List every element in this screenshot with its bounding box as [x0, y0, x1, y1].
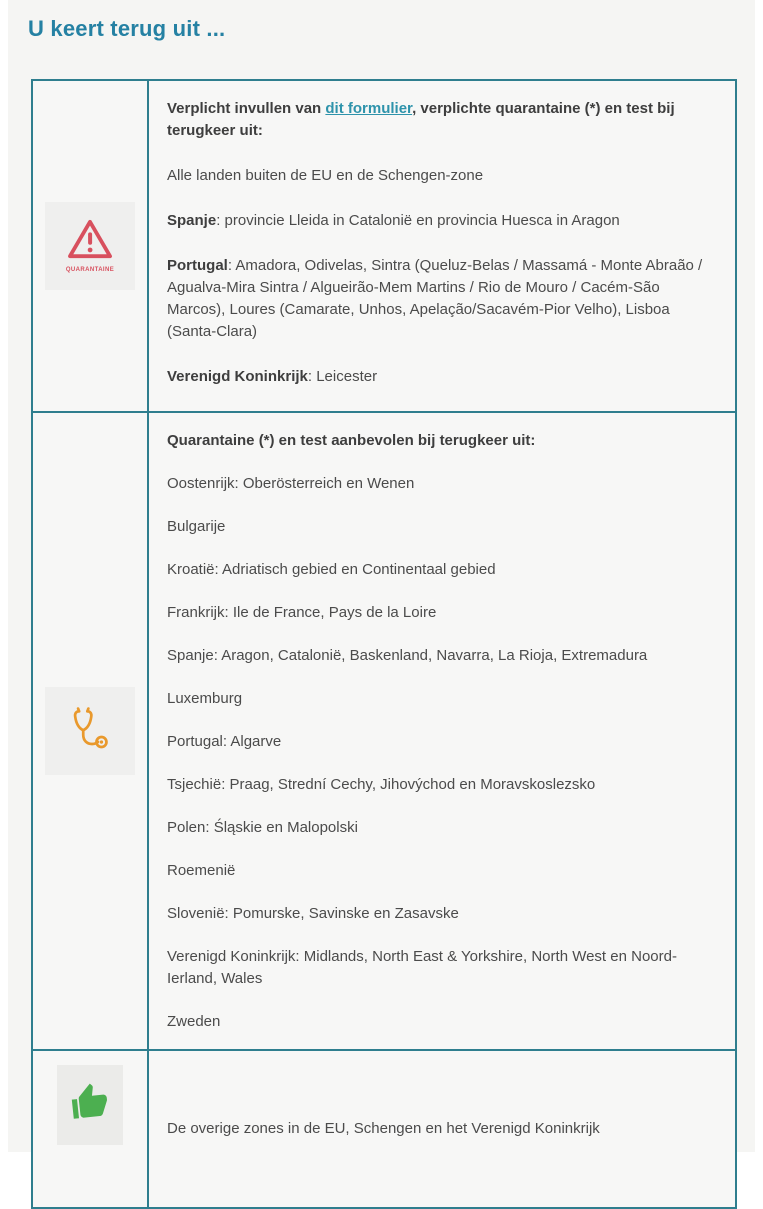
zone-entry: Frankrijk: Ile de France, Pays de la Loire: [167, 604, 437, 621]
page-title: U keert terug uit ...: [28, 16, 226, 41]
zone-entry: Polen: Śląskie en Malopolski: [167, 819, 358, 836]
zone-entry: Kroatië: Adriatisch gebied en Continentaal gebied: [167, 561, 496, 578]
zone-entry: Verenigd Koninkrijk: Midlands, North East & Yorkshire, North West en Noord-Ierland, Wales: [167, 948, 677, 987]
zone-entry: Slovenië: Pomurske, Savinske en Zasavske: [167, 905, 459, 922]
zone-entry: Portugal: Algarve: [167, 733, 282, 750]
zone-entry: Bulgarije: [167, 518, 226, 535]
thumbs-up-tile: [57, 1065, 123, 1145]
zone-entry: Verenigd Koninkrijk: Leicester: [167, 368, 378, 385]
zone-entry: Oostenrijk: Oberösterreich en Wenen: [167, 475, 415, 492]
mandatory-icon-cell: [32, 80, 148, 412]
travel-zones-table: [31, 79, 737, 1209]
zone-entry: Luxemburg: [167, 690, 243, 707]
recommended-text-cell: [148, 412, 736, 1050]
safe-text-cell: [148, 1050, 736, 1208]
warning-triangle-icon: [67, 218, 113, 265]
safe-zones-text: De overige zones in de EU, Schengen en het Verenigd Koninkrijk: [167, 1120, 600, 1137]
stethoscope-icon: [65, 704, 115, 759]
zone-entry: Portugal: Amadora, Odivelas, Sintra (Queluz-Belas / Massamá - Monte Abraão / Agualva-Mira Sintra / Algueirão-Mem Martins / Rio de Mouro / Cacém-São Marcos), Loures (Camarate, Unhos, Apelação/Sacavém-Pior Velho), Lisboa (Santa-Clara): [167, 257, 703, 340]
intro-after: , verplichte quarantaine (*) en test bij terugkeer uit:: [167, 100, 675, 139]
safe-icon-cell: [32, 1050, 148, 1208]
zone-entry: Spanje: Aragon, Catalonië, Baskenland, Navarra, La Rioja, Extremadura: [167, 647, 648, 664]
zone-entry: Tsjechië: Praag, Strední Cechy, Jihovýchod en Moravskoslezsko: [167, 776, 596, 793]
zone-entry: Roemenië: [167, 862, 236, 879]
stethoscope-tile: [45, 687, 135, 775]
form-link[interactable]: dit formulier: [325, 100, 413, 117]
intro-before: Verplicht invullen van: [167, 100, 326, 117]
table-row-mandatory: [32, 80, 736, 412]
recommended-icon-cell: [32, 412, 148, 1050]
zone-entry: Zweden: [167, 1013, 221, 1030]
mandatory-heading: [167, 98, 715, 142]
table-row-recommended: [32, 412, 736, 1050]
table-row-safe: [32, 1050, 736, 1208]
recommended-heading: Quarantaine (*) en test aanbevolen bij terugkeer uit:: [167, 432, 536, 449]
zone-entry: Alle landen buiten de EU en de Schengen-zone: [167, 167, 484, 184]
page-content: [8, 0, 755, 1152]
thumbs-up-icon: [67, 1079, 114, 1130]
quarantine-icon-caption: QUARANTAINE: [65, 267, 115, 273]
zone-entry: Spanje: provincie Lleida in Catalonië en provincia Huesca in Aragon: [167, 212, 620, 229]
quarantine-warning-tile: [45, 202, 135, 290]
mandatory-text-cell: [148, 80, 736, 412]
